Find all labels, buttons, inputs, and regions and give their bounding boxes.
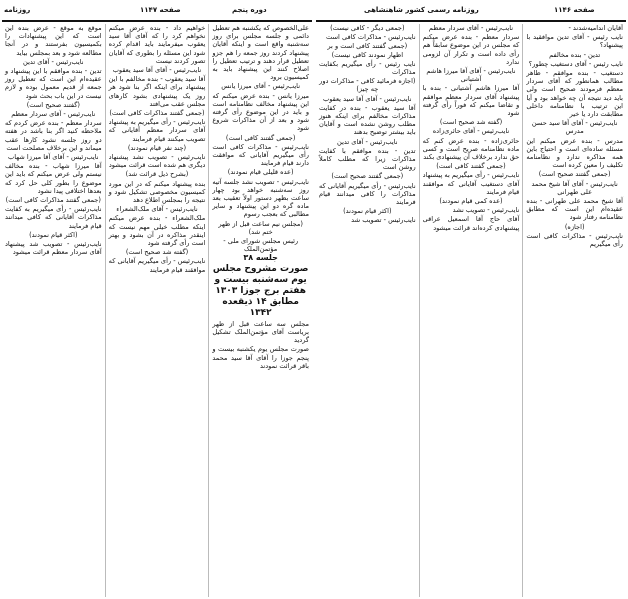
paragraph: نایب‌رئیس - تصویب نشد پیشنهاد دیگری هم شده است قرائت میشود	[108, 153, 206, 170]
paragraph: نایب‌رئیس - رأی میگیریم به پیشنهاد آقای سردار معظم آقایانی که تصویب میکنند قیام فرمایند	[108, 118, 206, 143]
paragraph: (چند نفر قیام نمودند)	[127, 143, 187, 152]
session-headline: صورت مشروح مجلس یوم سه‌شنبه بیست و هفتم برج جوزا ۱۳۰۳ مطابق ۱۴ ذیقعده ۱۳۴۲	[212, 263, 309, 318]
paragraph: (اکثر قیام نمودند)	[29, 230, 78, 239]
paragraph: (جمعی گفتند کافی است و بر اظهار نمودند کافی نیست)	[327, 42, 408, 59]
text-column	[316, 24, 419, 597]
paragraph: سردار معظم - بنده عرض کردم که ملاحظه کنید اگر بنا باشد در هفته دو روز جلسه نشود کارها عقب میماند و این برخلاف مصلحت است	[4, 119, 102, 152]
paragraph: نایب‌رئیس - تصویب نشد جلسه آتیه روز سه‌شنبه خواهد بود چهار ساعت بظهر دستور اولاً تعقیب بعد ماده گره دو این پیشنهاد و سایر مطالبی که بعجب رسوم	[212, 177, 309, 219]
paragraph: نایب‌رئیس - آقای آقا سید حسن مدرس	[531, 119, 618, 136]
text-column	[419, 24, 523, 597]
paragraph: (جمعی دیگر - کافی نیست)	[330, 24, 405, 32]
paragraph: (اجازه فرمائید کافی - مذاکرات دور چه چیز)	[319, 77, 416, 94]
paragraph: نایب‌رئیس - آقای سردار معظم	[428, 24, 514, 32]
term-label: دوره پنجم	[232, 6, 267, 14]
paragraph: آقایان اندامیه‌شدند -	[568, 24, 623, 32]
paragraph: (مجلس نیم ساعت قبل از ظهر ختم شد)	[218, 219, 303, 236]
paragraph: علی‌الخصوص که یکشنبه هم تعطیل دائمی و جلسه مجلس برای روز سه‌شنبه واقع است و اینکه آقایان پیشنهاد کردند روز جمعه را هم جزو تعطیل قرار دهند و ترتیب تعطیل را اصلاح کنند این پیشنهاد باید به کمیسیون برود	[212, 24, 309, 82]
paragraph: نایب‌رئیس - مذاکرات کافی است رأی میگیریم	[526, 231, 623, 249]
header-rule	[2, 20, 312, 22]
paragraph: نایب رئیس - آقای تدین موافقید با پیشنهاد؟	[526, 33, 623, 50]
paragraph: میرزا یانس - بنده عرض میکنم که این پیشنهاد مخالف نظامنامه است و باید در این موضوع رأی گرفته شود و بعد از آن مذاکرات شروع شود	[212, 91, 309, 133]
paragraph: تدین - بنده موافقم با این پیشنهاد و عقیده‌ام این است که تعطیل روز جمعه از قدیم معمول بوده و لازم نیست در این باب بحث شود	[4, 67, 102, 100]
paragraph: نایب‌رئیس - رأی میگیریم به پیشنهاد آقای دستغیب آقایانی که موافقند قیام فرمایند	[422, 171, 520, 196]
right-page-columns	[316, 24, 626, 597]
paragraph: آقا شیخ محمد علی طهرانی - بنده عقیده‌ام این است که مطابق نظامنامه رفتار شود	[526, 197, 623, 222]
paragraph: نایب‌رئیس - آقای آقا میرزا شهاب	[8, 153, 99, 162]
paragraph: موقع به موقع - عرض بنده این است که این پیشنهادات را بکمیسیون بفرستند و در آنجا مطالعه شود و بعد بمجلس بیاید	[4, 24, 102, 57]
paragraph: صورت مجلس یوم یکشنبه بیست و پنجم جوزا را آقای آقا سید محمد باقر قرائت نمودند	[212, 345, 309, 370]
paragraph: نایب‌رئیس - آقای آقا شیخ محمد علی طهرانی	[531, 179, 618, 196]
paragraph: آقا سید یعقوب - بنده مخالفم با این پیشنهاد برای اینکه اگر بنا شود هر روز یک پیشنهادی بشود کارهای مجلس عقب می‌افتد	[108, 75, 206, 108]
paragraph: نایب‌رئیس - آقای سردار معظم	[11, 110, 96, 119]
paragraph: (اجازه)	[564, 222, 585, 231]
paragraph: مجلس سه ساعت قبل از ظهر بریاست آقای مؤتمن‌الملک تشکیل گردید	[212, 319, 309, 345]
paragraph: خواهیم داد - بنده عرض میکنم نخواهم کرد را که آقای آقا سید یعقوب میفرمایند باید اقدام کرده شود این مسئله را بطوری که آقایان تصور کردند نیست	[108, 24, 206, 65]
paragraph: نایب رئیس - رأی میگیریم بکفایت مذاکرات	[318, 59, 416, 77]
paragraph: نایب‌رئیس - تصویب شد پیشنهاد آقای سردار معظم قرائت میشود	[4, 240, 102, 257]
paragraph: آقا میرزا شهاب - بنده مخالف نیستم ولی عرض میکنم که باید این موضوع را بطور کلی حل کرد که بعدها اختلافی پیدا نشود	[4, 162, 102, 195]
newspaper-name: روزنامه	[4, 6, 31, 14]
paragraph: نایب‌رئیس - تصویب شد	[351, 216, 416, 225]
left-page-header	[0, 4, 314, 20]
left-page-columns	[2, 24, 312, 597]
paragraph: نایب‌رئیس - آقای تدین	[337, 137, 398, 146]
paragraph: تدین - بنده موافقم با کفایت مذاکرات زیرا که مطلب کاملاً روشن است	[318, 146, 416, 172]
paragraph: نایب‌رئیس - آقای میرزا یانس	[221, 82, 301, 91]
paragraph: (جمعی گفتند صحیح است)	[538, 170, 611, 179]
paragraph: (جمعی گفتند کافی است)	[436, 162, 506, 171]
paragraph: دستغیب - بنده موافقم - ظاهر مطالب همانطور که آقای سردار معظم فرمودند صحیح است ولی باید دید نتیجه آن چه خواهد بود و آیا این ترتیب با نظامنامه داخلی مطابقت دارد یا خیر	[526, 69, 623, 119]
paragraph: (جمعی گفتند مذاکرات کافی است)	[109, 109, 205, 118]
paragraph: (بشرح ذیل قرائت شد)	[125, 170, 189, 179]
paragraph: (جمعی گفتند مذاکرات کافی است)	[5, 196, 101, 205]
paragraph: نایب‌رئیس - رأی میگیریم آقایانی که موافقند قیام فرمایند	[108, 257, 206, 274]
paragraph: مدرس - بنده عرض میکنم این مسئله ساده‌ای است و احتیاج باین همه مذاکره ندارد و نظامنامه تکلیف را معین کرده است	[526, 136, 623, 170]
paragraph: نایب‌رئیس - آقای حائری‌زاده	[432, 127, 510, 136]
paragraph: حائری‌زاده - بنده عرض کنم که ماده نظامنامه صریح است و کسی حق ندارد برخلاف آن پیشنهادی بکند	[422, 136, 520, 162]
paragraph: (عده کمی قیام نمودند)	[439, 197, 503, 206]
paragraph: نایب‌رئیس - رأی میگیریم به کفایت مذاکرات آقایانی که کافی میدانند قیام فرمایند	[4, 205, 102, 230]
paragraph: رئیس مجلس شورای ملی - مؤتمن‌الملک	[223, 237, 299, 254]
page-number: صفحه ۱۱۴۶	[554, 6, 595, 14]
text-column	[105, 24, 209, 597]
paragraph: آقا میرزا هاشم آشتیانی - بنده با پیشنهاد آقای سردار معظم موافقم و تقاضا میکنم که فوراً رأی گرفته شود	[422, 84, 520, 118]
paragraph: تدین - بنده مخالفم	[549, 50, 601, 59]
paragraph: (گفته شد صحیح است)	[439, 118, 503, 127]
paragraph: سردار معظم - بنده عرض میکنم که مجلس در این موضوع سابقاً هم رأی داده است و تکرار آن لزومی ندارد	[422, 33, 520, 66]
session-title: جلسه ۳۸	[243, 253, 278, 263]
paragraph: نایب‌رئیس - تصویب نشد	[452, 206, 520, 215]
paragraph: نایب‌رئیس - آقای آقا میرزا هاشم آشتیانی	[426, 67, 516, 84]
paragraph: (گفتند صحیح است)	[26, 100, 80, 109]
paragraph: ملک‌الشعراء - بنده عرض میکنم اینکه مطلب خیلی مهم نیست که اینقدر مذاکره در آن بشود و بهتر است رأی گرفته شود	[108, 214, 206, 248]
paragraph: (جمعی گفتند صحیح است)	[331, 172, 404, 181]
paragraph: آقای حاج آقا اسمعیل عراقی پیشنهادی کرده‌اند قرائت میشود	[422, 215, 520, 232]
paragraph: آقا سید یعقوب - بنده در کفایت مذاکرات مخالفم برای اینکه هنوز مطلب روشن نشده است و آقایان باید بیشتر توضیح بدهند	[318, 103, 416, 137]
text-column	[2, 24, 105, 597]
right-page-header	[314, 4, 628, 20]
paragraph: نایب‌رئیس - آقای آقا سید یعقوب	[112, 66, 202, 75]
paragraph: نایب‌رئیس - آقای تدین	[23, 57, 84, 66]
newspaper-name: روزنامه رسمی کشور شاهنشاهی	[364, 6, 479, 14]
paragraph: (عده قلیلی قیام نمودند)	[227, 168, 294, 177]
paragraph: نایب‌رئیس - آقای ملک‌الشعراء	[116, 205, 198, 214]
text-column	[522, 24, 626, 597]
paragraph: نایب‌رئیس - مذاکرات کافی است رأی میگیریم آقایانی که موافقت دارند قیام فرمایند	[212, 142, 309, 168]
paragraph: نایب رئیس - آقای دستغیب چطور؟	[528, 59, 623, 68]
paragraph: (اکثر قیام نمودند)	[343, 207, 392, 216]
paragraph: نایب‌رئیس - آقای آقا سید یعقوب	[323, 94, 412, 103]
paragraph: (گفته شد صحیح است)	[125, 248, 189, 257]
paragraph: (جمعی گفتند کافی است)	[225, 133, 296, 142]
paragraph: بنده پیشنهاد میکنم که در این مورد کمیسیون مخصوصی تشکیل شود و نتیجه را بمجلس اطلاع دهد	[108, 179, 206, 205]
paragraph: نایب‌رئیس - مذاکرات کافی است	[326, 33, 416, 42]
paragraph: نایب‌رئیس - رأی میگیریم آقایانی که مذاکرات را کافی میدانند قیام فرمایند	[318, 181, 416, 207]
text-column	[208, 24, 312, 597]
right-page	[314, 0, 628, 599]
page-number: صفحه ۱۱۴۷	[140, 6, 181, 14]
header-rule	[316, 20, 626, 22]
